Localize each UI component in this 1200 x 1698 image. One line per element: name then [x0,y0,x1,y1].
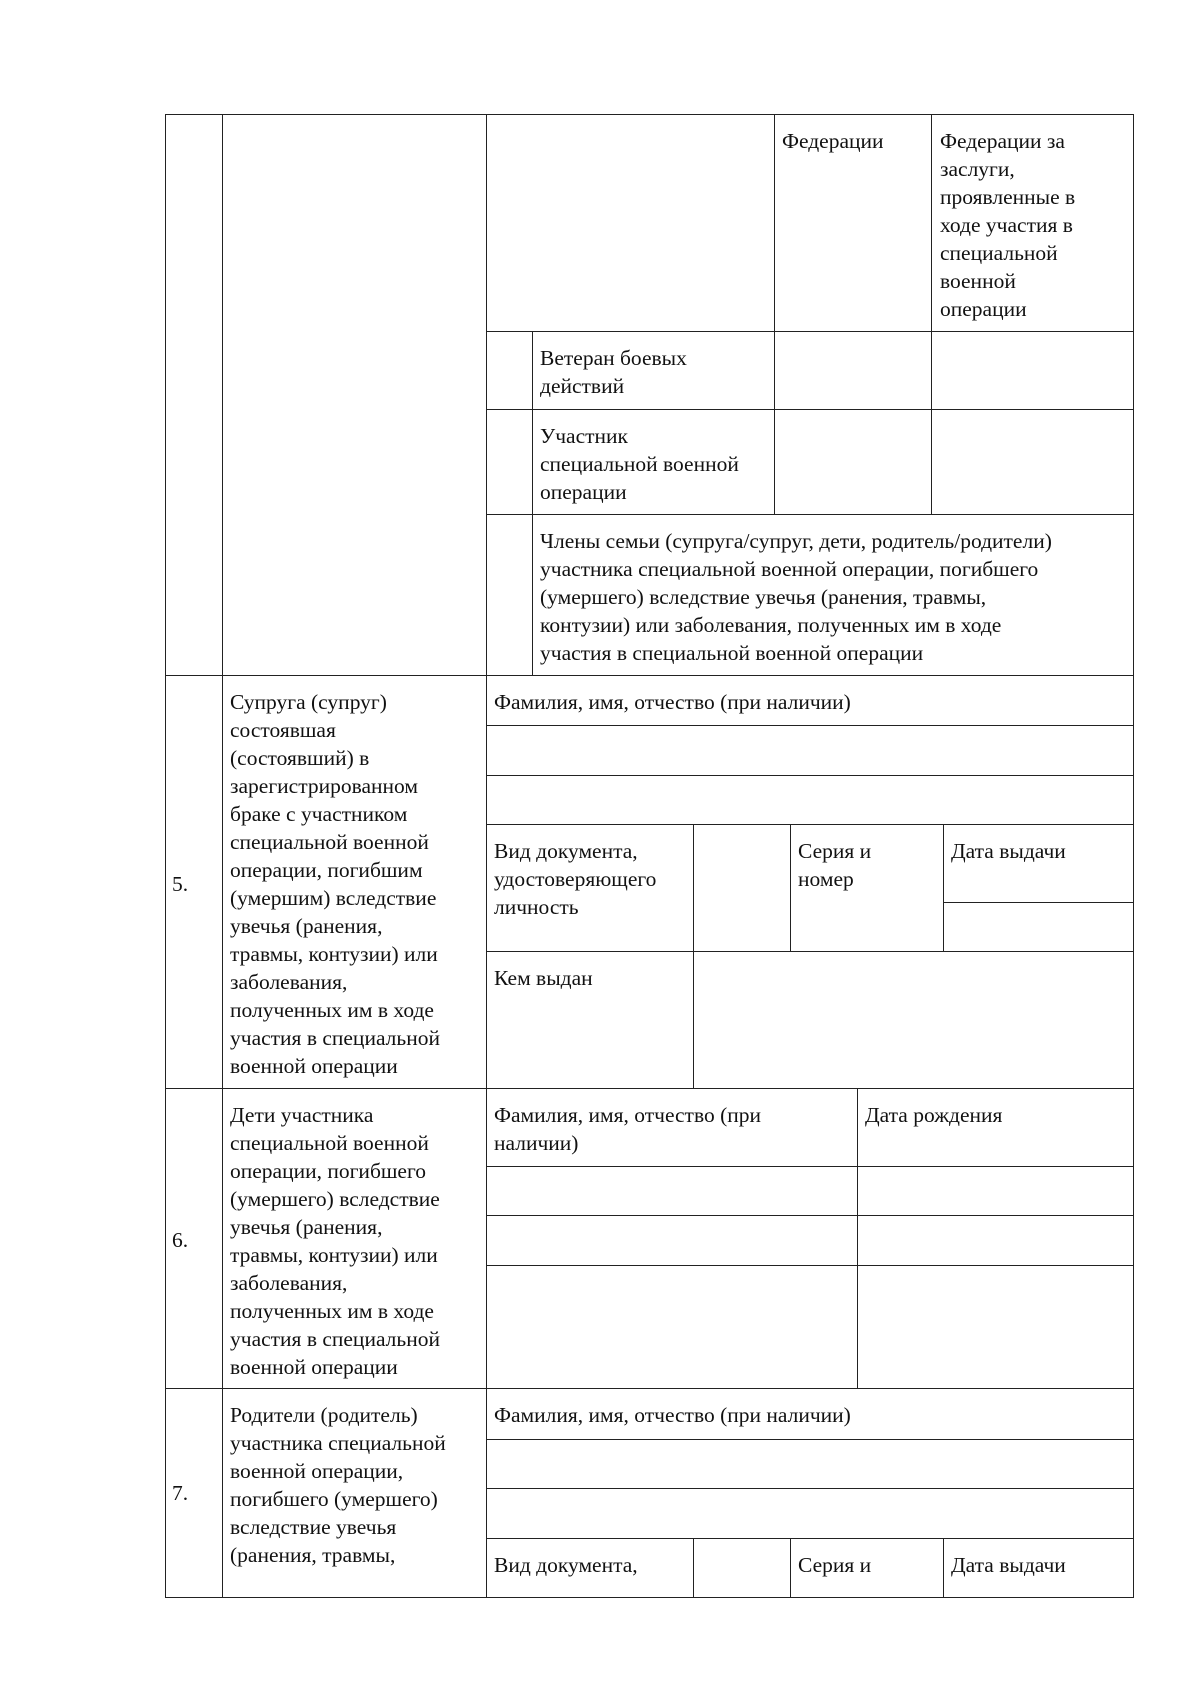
grid-line [165,114,1134,115]
veteran-label: Ветеран боевых действий [540,346,687,398]
row-7-label: Родители (родитель) участника специальной военной операции, погибшего (умершего) вследствие увечья (ранения, травмы, [230,1403,446,1567]
grid-line [486,1215,1134,1216]
grid-line [486,409,1134,410]
row-5-label: Супруга (супруг) состоявшая (состоявший) в зарегистрированном браке с участником специальной военной операции, погибшим (умершим) вследствие увечья (ранения, травмы, контузии) или заболевания, полученных им в ходе участия в специальной военной операции [230,690,440,1078]
grid-line [693,824,694,1089]
row-6-label: Дети участника специальной военной операции, погибшего (умершего) вследствие увечья (ранения, травмы, контузии) или заболевания, полученных им в ходе участия в специальной военной операции [230,1103,440,1379]
grid-line [943,902,1134,903]
grid-line [222,114,223,1598]
grid-line [857,1088,858,1389]
grid-line [486,1538,1134,1539]
row-5-doc-type-label: Вид документа, удостоверяющего личность [494,839,657,919]
federation-col2-text: Федерации за заслуги, проявленные в ходе участия в специальной военной операции [940,129,1076,321]
row-7-number: 7. [172,1481,189,1505]
row-7-doc-type-label: Вид документа, [494,1553,638,1577]
row-7-series-label: Серия и [798,1553,872,1577]
row-7-issue-date-label: Дата выдачи [951,1553,1066,1577]
grid-line [790,824,791,952]
grid-line [165,1388,1134,1389]
grid-line [486,514,1134,515]
grid-line [486,1488,1134,1489]
row-5-series-label: Серия и номер [798,839,872,891]
row-5-fio-header: Фамилия, имя, отчество (при наличии) [494,690,851,714]
grid-line [165,675,1134,676]
grid-line [1133,114,1134,1598]
grid-line [486,725,1134,726]
row-5-issue-date-label: Дата выдачи [951,839,1066,863]
grid-line [693,951,1134,952]
grid-line [532,331,533,676]
federation-col1-text: Федерации [782,129,884,153]
grid-line [486,1439,1134,1440]
grid-line [693,1538,694,1598]
grid-line [486,775,1134,776]
grid-line [774,114,775,515]
grid-line [165,1088,1134,1089]
row-7-fio-header: Фамилия, имя, отчество (при наличии) [494,1403,851,1427]
grid-line [790,1538,791,1598]
grid-line [486,1265,1134,1266]
grid-line [486,824,1134,825]
grid-line [486,1166,1134,1167]
grid-line [943,1538,944,1598]
row-6-fio-header: Фамилия, имя, отчество (при наличии) [494,1103,762,1155]
row-6-birth-date-header: Дата рождения [865,1103,1003,1127]
row-5-issued-by-label: Кем выдан [494,966,593,990]
row-5-number: 5. [172,872,189,896]
grid-line [486,951,693,952]
row-6-number: 6. [172,1228,189,1252]
grid-line [486,331,1134,332]
grid-line [943,824,944,952]
grid-line [165,1597,1134,1598]
grid-line [165,114,166,1598]
participant-label: Участник специальной военной операции [540,424,739,504]
grid-line [486,114,487,1598]
grid-line [931,114,932,515]
family-members-label: Члены семьи (супруга/супруг, дети, родитель/родители) участника специальной военной операции, погибшего (умершего) вследствие увечья (ранения, травмы, контузии) или заболевания, полученных им в ходе участия в специальной военной операции [540,529,1052,665]
